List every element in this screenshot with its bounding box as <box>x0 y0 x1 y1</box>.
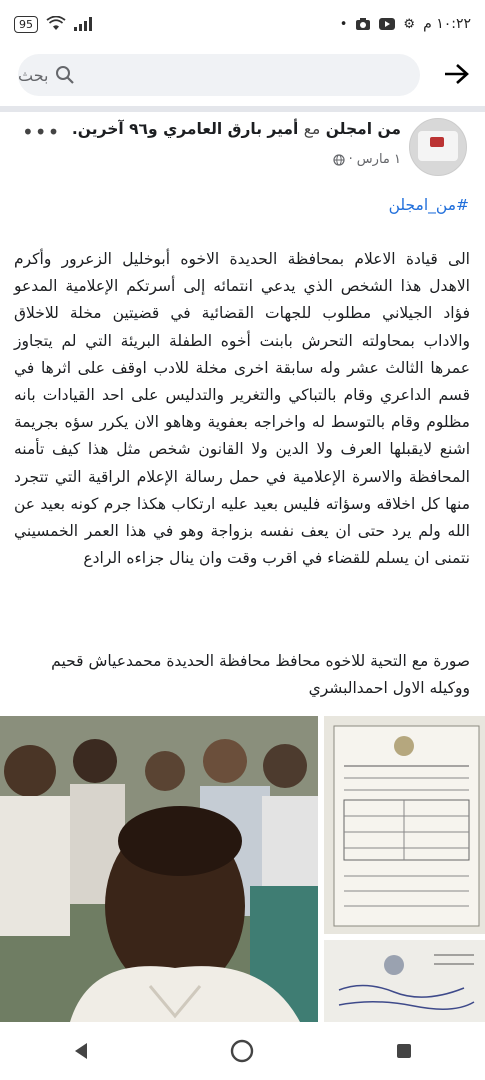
author-line <box>72 120 401 138</box>
gear-icon: ⚙ <box>403 16 416 32</box>
photo-main[interactable] <box>0 716 318 1022</box>
globe-icon <box>333 154 345 166</box>
post-meta <box>333 152 401 167</box>
status-right <box>340 16 471 32</box>
status-left <box>14 16 96 33</box>
battery-icon: 95 <box>14 16 38 33</box>
search-icon <box>55 65 75 85</box>
clock: ١٠:٢٢ م <box>423 16 471 32</box>
more-options-icon[interactable]: ••• <box>22 120 61 144</box>
youtube-icon <box>379 18 395 30</box>
status-bar <box>0 0 485 48</box>
camera-icon <box>355 17 371 31</box>
post-date[interactable]: ١ مارس <box>356 152 401 167</box>
hashtag-link[interactable]: #من_امجلن <box>388 196 469 214</box>
post-text: الى قيادة الاعلام بمحافظة الحديدة الاخوه أبوخليل الزعرور وأكرم الاهدل هذا الشخص الذي يدعي انتمائه إلى أسرتكم الإعلامية المدعو فؤاد الجيلاني مطلوب للجهات القضائية في قضيتين مخلة للاخلاق والاداب بمحاولته التحرش بابنت أخوه الطفلة البريئة التي لم يتجاوز عمرها الثالث عشر وله سابقة اخرى مخلة للادب اوقف على اثرها في قسم الداعري وقام بالتباكي والتغرير والتدليس على احد القيادات بانه مظلوم وقام بالتوسط له واخراجه بعفوية وهاهو الان يكرر سؤه بجريمة اشنع لايقبلها العرف ولا الدين ولا القانون شخص مثل هذا كيف تأمنه المحافظة والاسرة الإعلامية في حمل رسالة الإعلام الراقية التي تتجرد منها كل اخلاقه وسؤاته فليس بعيد عليه ارتكاب هكذا جرم كونه بعيد عن الله ولم يرد حتى ان يعف نفسه بزواجة وهو في هذا العمر الخمسيني نتمنى ان يسلم للقضاء في اقرب وقت وان ينال جزاءه الرادع <box>14 250 470 568</box>
photo-document-1[interactable] <box>324 716 485 934</box>
post-header <box>0 112 485 178</box>
search-row <box>0 52 485 102</box>
tagged-user[interactable]: أمير بارق العامري <box>163 120 299 138</box>
search-placeholder: بحث <box>18 65 49 85</box>
photo-document-2[interactable] <box>324 940 485 1022</box>
author-name[interactable]: من امجلن <box>325 120 401 138</box>
post-body <box>14 246 470 572</box>
dot-icon: • <box>339 16 348 32</box>
nav-back-icon[interactable] <box>61 1031 101 1071</box>
nav-recents-icon[interactable] <box>384 1031 424 1071</box>
back-arrow-icon[interactable] <box>441 60 471 90</box>
separator-dot: · <box>348 152 353 167</box>
post-caption: صورة مع التحية للاخوه محافظ محافظة الحديدة محمدعياش قحيم ووكيله الاول احمدالبشري <box>51 652 470 697</box>
signal-icon <box>74 17 96 31</box>
search-input[interactable] <box>18 54 420 96</box>
with-word: مع <box>303 120 321 138</box>
notification-icons <box>340 17 415 32</box>
others-count[interactable]: و٩٦ آخرين. <box>71 120 158 138</box>
photo-grid <box>0 716 485 1022</box>
wifi-icon <box>46 16 66 32</box>
system-nav-bar <box>0 1022 485 1080</box>
nav-home-icon[interactable] <box>222 1031 262 1071</box>
avatar[interactable] <box>409 118 467 176</box>
